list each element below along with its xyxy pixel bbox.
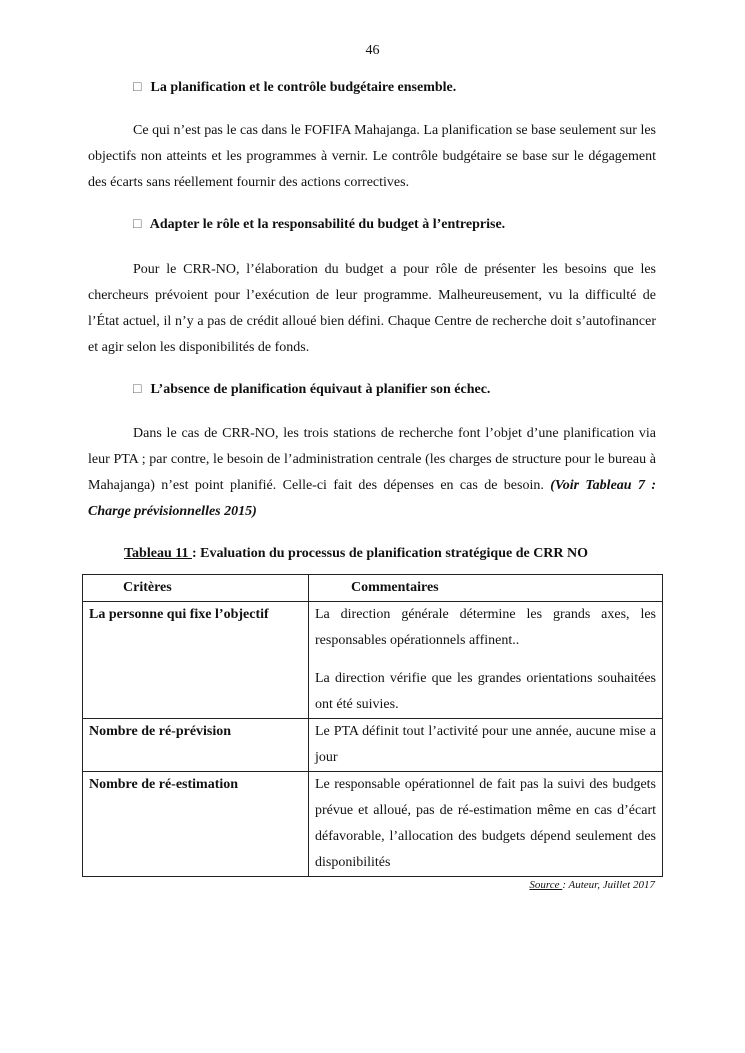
section-heading-text: La planification et le contrôle budgétaire ensemble. bbox=[150, 80, 457, 95]
criterion-cell: Nombre de ré-estimation bbox=[83, 772, 309, 877]
section-heading-text: L’absence de planification équivaut à planifier son échec. bbox=[150, 382, 491, 397]
table-row bbox=[83, 772, 663, 877]
comment-cell bbox=[309, 772, 663, 877]
section-heading-3 bbox=[133, 382, 490, 398]
comment-paragraph: Le responsable opérationnel de fait pas la suivi des budgets prévue et alloué, pas de ré-estimation même en cas d’écart défavorable, l’allocation des budgets dépend seulement des disponibilités bbox=[315, 777, 656, 870]
comment-paragraph: La direction générale détermine les grands axes, les responsables opérationnels affinent.. bbox=[315, 607, 656, 648]
comment-paragraph: La direction vérifie que les grandes orientations souhaitées ont été suivies. bbox=[315, 671, 656, 712]
comment-cell bbox=[309, 719, 663, 772]
table-source bbox=[0, 879, 655, 891]
table-row bbox=[83, 719, 663, 772]
source-text: : Auteur, Juillet 2017 bbox=[562, 879, 655, 891]
paragraph-text: Dans le cas de CRR-NO, les trois stations de recherche font l’objet d’une planification via leur PTA ; par contre, le besoin de l’administration centrale (les charges de structure pour le bureau à Mahajanga) n’est point planifié. Celle-ci fait des dépenses en cas de besoin. bbox=[88, 426, 656, 493]
section-heading-text: Adapter le rôle et la responsabilité du budget à l’entreprise. bbox=[149, 217, 506, 232]
table-header-row bbox=[83, 575, 663, 602]
bullet-icon: □ bbox=[133, 382, 142, 397]
table-caption-text: : Evaluation du processus de planification stratégique de CRR NO bbox=[191, 546, 589, 561]
bullet-icon: □ bbox=[133, 80, 142, 95]
page-number: 46 bbox=[365, 43, 380, 58]
table-caption-label: Tableau 11 bbox=[124, 546, 192, 561]
comment-paragraph: Le PTA définit tout l’activité pour une année, aucune mise a jour bbox=[315, 724, 656, 765]
table-reference: (Voir Tableau 7 : Charge prévisionnelles 2015) bbox=[88, 478, 657, 519]
section-paragraph-1: Ce qui n’est pas le cas dans le FOFIFA Mahajanga. La planification se base seulement sur les objectifs non atteints et les programmes à vernir. Le contrôle budgétaire se base sur le dégagement des écarts sans réellement fournir des actions correctives. bbox=[88, 123, 656, 190]
criterion-cell: Nombre de ré-prévision bbox=[83, 719, 309, 772]
table-row bbox=[83, 602, 663, 719]
section-heading-2 bbox=[133, 217, 505, 233]
bullet-icon: □ bbox=[133, 217, 142, 232]
table-caption bbox=[124, 546, 588, 562]
source-label: Source bbox=[529, 879, 563, 891]
header-criteres: Critères bbox=[83, 575, 309, 602]
criterion-cell: La personne qui fixe l’objectif bbox=[83, 602, 309, 719]
comment-cell bbox=[309, 602, 663, 719]
section-paragraph-3 bbox=[88, 421, 656, 525]
header-commentaires: Commentaires bbox=[309, 575, 663, 602]
section-heading-1 bbox=[133, 80, 456, 96]
section-paragraph-2: Pour le CRR-NO, l’élaboration du budget a pour rôle de présenter les besoins que les chercheurs prévoient pour l’exécution de leur programme. Malheureusement, vu la difficulté de l’État actuel, il n’y a pas de crédit alloué bien défini. Chaque Centre de recherche doit s’autofinancer et agir selon les disponibilités de fonds. bbox=[88, 262, 656, 355]
criteria-table bbox=[82, 574, 663, 877]
